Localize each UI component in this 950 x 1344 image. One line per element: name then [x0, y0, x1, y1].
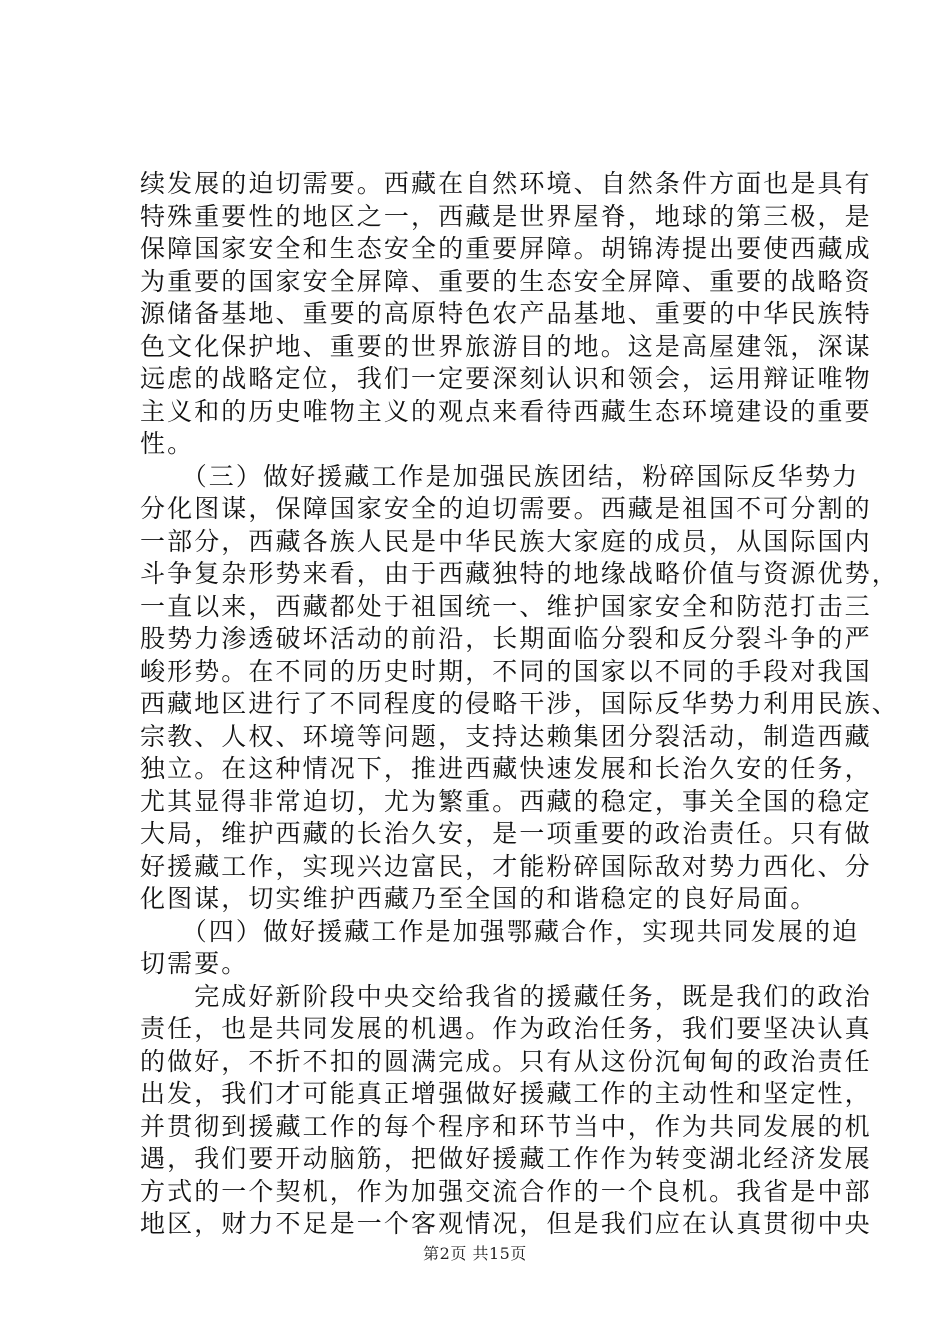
text-line: 切需要。	[140, 949, 249, 978]
text-line: 出发，我们才可能真正增强做好援藏工作的主动性和坚定性，	[140, 1079, 872, 1108]
document-body	[140, 168, 899, 1241]
text-line: 分化图谋，保障国家安全的迫切需要。西藏是祖国不可分割的	[140, 494, 872, 523]
text-line: 西藏地区进行了不同程度的侵略干涉，国际反华势力利用民族、	[140, 689, 899, 718]
text-line: 色文化保护地、重要的世界旅游目的地。这是高屋建瓴，深谋	[140, 331, 872, 361]
text-line: 峻形势。在不同的历史时期，不同的国家以不同的手段对我国	[140, 656, 872, 686]
text-line: 的做好，不折不扣的圆满完成。只有从这份沉甸甸的政治责任	[140, 1046, 872, 1076]
text-line: 源储备基地、重要的高原特色农产品基地、重要的中华民族特	[140, 299, 872, 328]
text-line: 斗争复杂形势来看，由于西藏独特的地缘战略价值与资源优势，	[140, 559, 899, 588]
page-number-footer: 第2页 共15页	[423, 1244, 527, 1263]
text-line: 独立。在这种情况下，推进西藏快速发展和长治久安的任务，	[140, 754, 872, 783]
text-line: 远虑的战略定位，我们一定要深刻认识和领会，运用辩证唯物	[140, 364, 872, 393]
text-line: 续发展的迫切需要。西藏在自然环境、自然条件方面也是具有	[140, 169, 872, 198]
text-line: 特殊重要性的地区之一，西藏是世界屋脊，地球的第三极，是	[140, 201, 872, 231]
text-line: （三）做好援藏工作是加强民族团结，粉碎国际反华势力	[140, 461, 860, 491]
text-line: 性。	[140, 429, 195, 458]
text-line: 主义和的历史唯物主义的观点来看待西藏生态环境建设的重要	[140, 396, 872, 426]
text-line: 并贯彻到援藏工作的每个程序和环节当中，作为共同发展的机	[140, 1111, 872, 1141]
text-line: 完成好新阶段中央交给我省的援藏任务，既是我们的政治	[140, 981, 872, 1011]
text-line: 方式的一个契机，作为加强交流合作的一个良机。我省是中部	[140, 1176, 872, 1206]
text-line: 责任，也是共同发展的机遇。作为政治任务，我们要坚决认真	[140, 1014, 872, 1043]
text-line: 一直以来，西藏都处于祖国统一、维护国家安全和防范打击三	[140, 591, 872, 621]
text-line: 好援藏工作，实现兴边富民，才能粉碎国际敌对势力西化、分	[140, 851, 872, 881]
text-line: 为重要的国家安全屏障、重要的生态安全屏障、重要的战略资	[140, 266, 872, 296]
text-line: 保障国家安全和生态安全的重要屏障。胡锦涛提出要使西藏成	[140, 234, 872, 263]
text-line: 地区，财力不足是一个客观情况，但是我们应在认真贯彻中央	[140, 1209, 872, 1238]
text-line: 遇，我们要开动脑筋，把做好援藏工作作为转变湖北经济发展	[140, 1144, 872, 1173]
text-line: 股势力渗透破坏活动的前沿，长期面临分裂和反分裂斗争的严	[140, 624, 872, 653]
text-line: 大局，维护西藏的长治久安，是一项重要的政治责任。只有做	[140, 819, 872, 848]
text-line: 宗教、人权、环境等问题，支持达赖集团分裂活动，制造西藏	[140, 721, 872, 751]
text-line: （四）做好援藏工作是加强鄂藏合作，实现共同发展的迫	[140, 916, 860, 946]
text-line: 一部分，西藏各族人民是中华民族大家庭的成员，从国际国内	[140, 526, 872, 556]
text-line: 化图谋，切实维护西藏乃至全国的和谐稳定的良好局面。	[140, 884, 818, 913]
text-line: 尤其显得非常迫切，尤为繁重。西藏的稳定，事关全国的稳定	[140, 786, 872, 816]
